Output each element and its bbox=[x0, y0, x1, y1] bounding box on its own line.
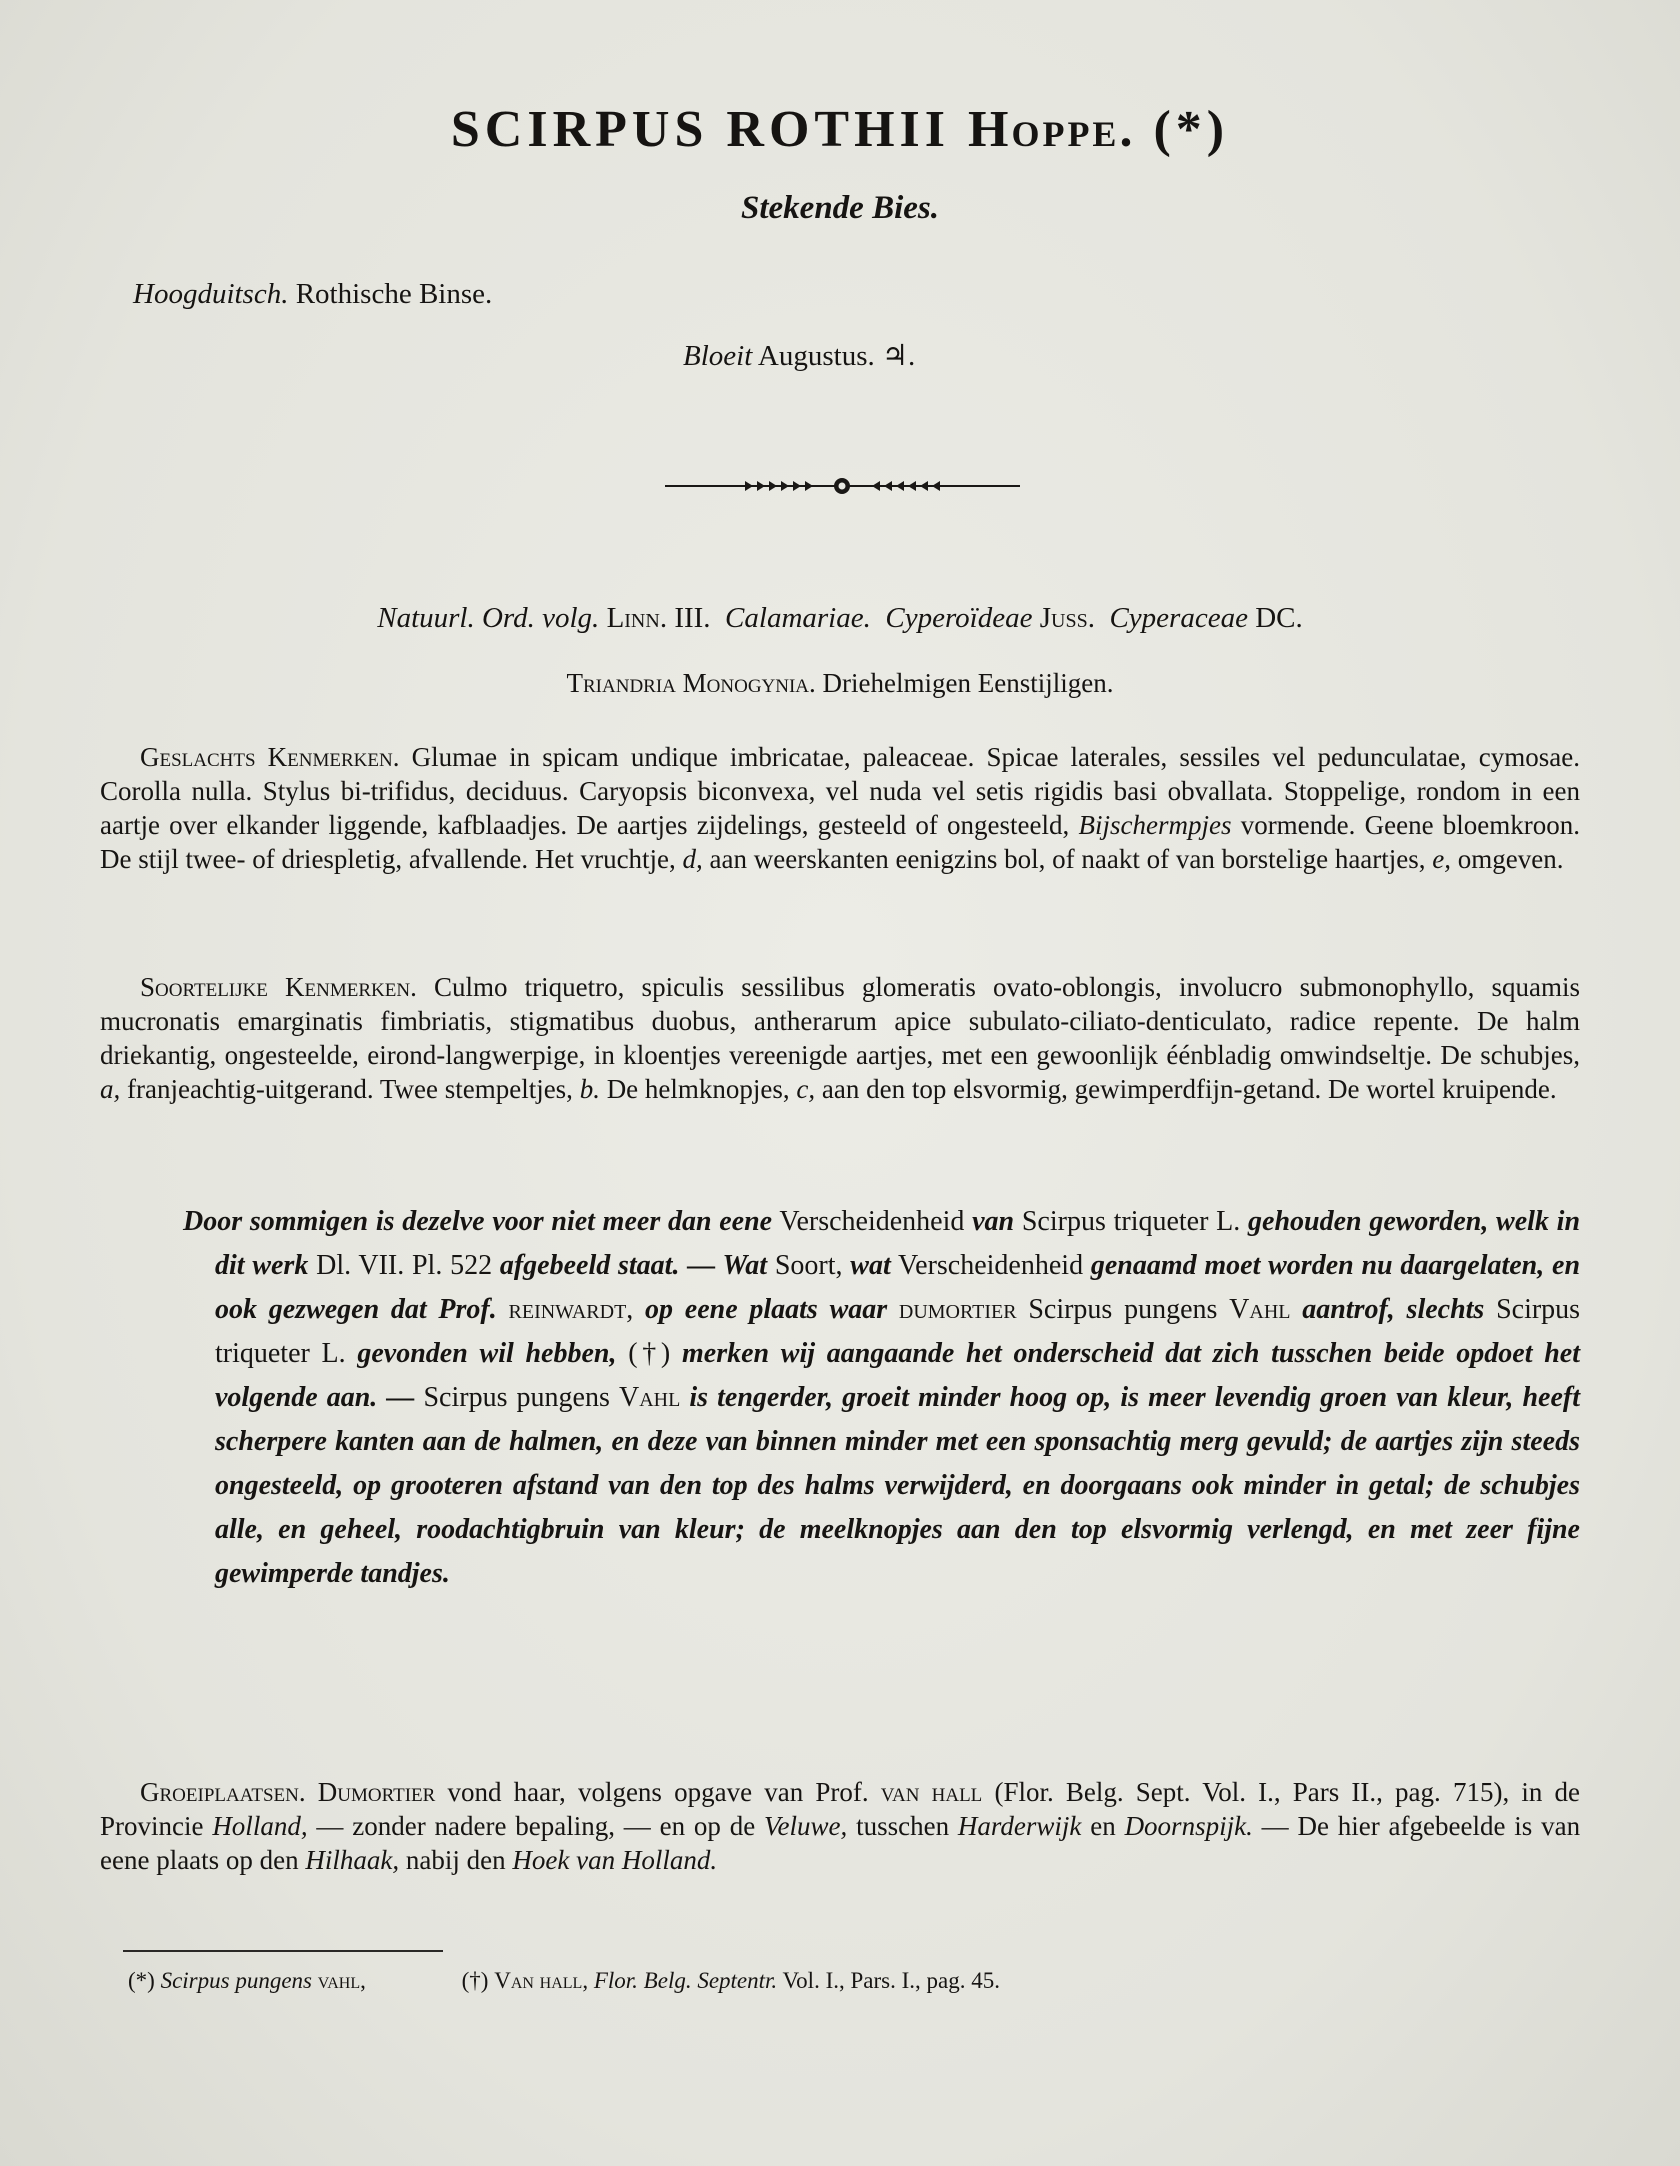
habitats-paragraph bbox=[100, 1775, 1580, 1877]
footnote-reference: (†) bbox=[628, 1338, 671, 1369]
habitat-place: Doornspijk. bbox=[1124, 1811, 1253, 1841]
figure-letter: c, bbox=[796, 1074, 816, 1104]
remark-roman: Scirpus pungens bbox=[1028, 1294, 1218, 1325]
title-species: SCIRPUS ROTHII bbox=[450, 101, 950, 158]
remark-roman: Vahl bbox=[1229, 1294, 1291, 1325]
footnote-1 bbox=[128, 1968, 372, 1993]
habitat-place: Veluwe, bbox=[764, 1811, 848, 1841]
remark-roman: Soort, bbox=[774, 1250, 843, 1281]
remark-text: gehouden geworden, welk in dit werk bbox=[215, 1206, 1581, 1281]
habitat-text: — De hier afgebeelde is van eene plaats op den bbox=[100, 1811, 1581, 1875]
genus-text: Glumae in spicam undique imbricatae, paleaceae. Spicae laterales, sessiles vel pedunculatae, cymosae. Corolla nulla. Stylus bi-trifidus, deciduus. Caryopsis biconvexa, vel nuda vel setis rigidis basi obvallata. Stoppelige, rondom in een aartje over elkander liggende, kafblaadjes. De aartjes zijdelings, gesteeld of ongesteeld, bbox=[100, 742, 1580, 840]
remark-text: Door sommigen is dezelve voor niet meer dan eene bbox=[183, 1206, 773, 1237]
habitat-text: — zonder nadere bepaling, — en op de bbox=[316, 1811, 756, 1841]
habitat-place: Harderwijk bbox=[957, 1811, 1082, 1841]
flowering-line bbox=[683, 338, 915, 373]
footnote-1-mark: (*) bbox=[128, 1968, 155, 1993]
remark-roman: dumortier bbox=[898, 1294, 1017, 1325]
remark-roman: Scirpus pungens bbox=[423, 1382, 610, 1413]
triandria-monogynia: Triandria Monogynia. bbox=[566, 668, 816, 698]
page-title bbox=[0, 100, 1680, 159]
habitat-text: tusschen bbox=[856, 1811, 950, 1841]
habitat-place: Holland, bbox=[212, 1811, 308, 1841]
figure-letter: d, bbox=[682, 844, 703, 874]
remark-text: is tengerder, groeit minder hoog op, is meer levendig groen van kleur, heeft scherpere kanten aan de halmen, en deze van binnen minder met een sponsachtig merg gevuld; de aartjes zijn steeds ongesteeld, op grooteren afstand van den top des halms verwijderd, en doorgaans ook minder in getal; de schubjes alle, en geheel, roodachtigbruin van kleur; de meelknopjes aan den top elsvormig verlengd, en met zeer fijne gewimperde tandjes. bbox=[215, 1382, 1581, 1589]
cyperaceae: Cyperaceae bbox=[1109, 602, 1248, 634]
footnote-1-name: Scirpus pungens bbox=[160, 1968, 312, 1993]
footnote-2 bbox=[462, 1968, 1000, 1993]
figure-letter: b. bbox=[579, 1074, 600, 1104]
species-text: aan den top elsvormig, gewimperdfijn-getand. De wortel kruipende. bbox=[821, 1074, 1557, 1104]
perennial-symbol: ♃. bbox=[882, 340, 916, 372]
remark-text: afgebeeld staat. — Wat bbox=[499, 1250, 768, 1281]
bloei-label: Bloeit bbox=[683, 340, 753, 372]
remarks-paragraph bbox=[183, 1200, 1581, 1596]
habitat-text: nabij den bbox=[405, 1845, 506, 1875]
remark-roman: Scirpus triqueter L. bbox=[1021, 1206, 1241, 1237]
german-label: Hoogduitsch. bbox=[133, 278, 289, 310]
habitats-label: Groeiplaatsen. bbox=[140, 1777, 306, 1807]
genus-text: aan weerskanten eenigzins bol, of naakt of van borstelige haartjes, bbox=[709, 844, 1426, 874]
genus-characters-label: Geslachts Kenmerken. bbox=[140, 742, 400, 772]
linnaeus-class: Linn. III. bbox=[606, 602, 711, 634]
habitat-text: en bbox=[1090, 1811, 1116, 1841]
cyperoideae: Cyperoïdeae bbox=[885, 602, 1033, 634]
habitat-roman: Dumortier bbox=[317, 1777, 436, 1807]
remark-text: wat bbox=[850, 1250, 891, 1281]
title-author: Hoppe. bbox=[968, 101, 1136, 158]
footnote-2-mark: (†) bbox=[461, 1968, 489, 1993]
bloei-month: Augustus. bbox=[757, 340, 875, 372]
genus-text: vormende. Geene bloemkroon. De stijl twee- of driespletig, afvallende. Het vruchtje, bbox=[100, 810, 1581, 874]
habitat-place: Hilhaak, bbox=[305, 1845, 400, 1875]
footnote-rule bbox=[123, 1950, 443, 1952]
remark-roman: Dl. VII. Pl. 522 bbox=[316, 1250, 493, 1281]
species-text: De helmknopjes, bbox=[606, 1074, 790, 1104]
dutch-name: Stekende Bies. bbox=[741, 190, 939, 226]
remark-roman: Verscheidenheid bbox=[779, 1206, 965, 1237]
footnote-1-author: vahl, bbox=[317, 1968, 366, 1993]
remark-text: van bbox=[972, 1206, 1015, 1237]
remark-roman: Scirpus triqueter L. bbox=[215, 1294, 1581, 1369]
remark-roman: Vahl bbox=[618, 1382, 681, 1413]
calamariae: Calamariae. bbox=[725, 602, 871, 634]
species-text: franjeachtig-uitgerand. Twee stempeltjes, bbox=[127, 1074, 573, 1104]
genus-term: Bijschermpjes bbox=[1078, 810, 1232, 840]
footnote-2-ref: Vol. I., Pars. I., pag. 45. bbox=[782, 1968, 1000, 1993]
german-name: Rothische Binse. bbox=[295, 278, 493, 310]
figure-letter: e, bbox=[1432, 844, 1452, 874]
remark-text: gevonden wil hebben, bbox=[357, 1338, 617, 1369]
remark-text: genaamd moet worden nu daargelaten, en ook gezwegen dat Prof. bbox=[215, 1250, 1581, 1325]
species-characters bbox=[100, 970, 1580, 1106]
remark-roman: reinwardt, bbox=[508, 1294, 634, 1325]
figure-letter: a, bbox=[100, 1074, 121, 1104]
habitat-text: vond haar, volgens opgave van Prof. bbox=[447, 1777, 869, 1807]
de-candolle: DC. bbox=[1255, 602, 1303, 634]
habitat-roman: van hall bbox=[880, 1777, 983, 1807]
ornament-divider bbox=[665, 474, 1020, 498]
remark-roman: Verscheidenheid bbox=[898, 1250, 1084, 1281]
habitat-text: (Flor. Belg. Sept. Vol. I., Pars II., pag. 715), in de Provincie bbox=[100, 1777, 1580, 1841]
species-characters-label: Soortelijke Kenmerken. bbox=[140, 972, 417, 1002]
triandria-dutch: Driehelmigen Eenstijligen. bbox=[822, 668, 1114, 698]
remark-text: merken wij aangaande het onderscheid dat zich tusschen beide opdoet het volgende aan. — bbox=[215, 1338, 1581, 1413]
natural-order-line bbox=[0, 602, 1680, 635]
remark-text: op eene plaats waar bbox=[645, 1294, 888, 1325]
title-footnote-mark: (*) bbox=[1153, 101, 1230, 158]
footnote-2-author: Van hall, bbox=[494, 1968, 589, 1993]
habitat-place: Hoek van Holland. bbox=[512, 1845, 718, 1875]
linnaean-system-line bbox=[0, 668, 1680, 699]
jussieu: Juss. bbox=[1039, 602, 1095, 634]
german-name-line bbox=[133, 278, 492, 311]
genus-text: omgeven. bbox=[1457, 844, 1564, 874]
footnotes bbox=[128, 1968, 1578, 1994]
natural-order-label: Natuurl. Ord. volg. bbox=[377, 602, 600, 634]
species-text: Culmo triquetro, spiculis sessilibus glomeratis ovato-oblongis, involucro submonophyllo, squamis mucronatis emarginatis fimbriatis, stigmatibus duobus, antherarum apice subulato-ciliato-denticulato, radice repente. De halm driekantig, ongesteelde, eirond-langwerpige, in kloentjes vereenigde aartjes, met een gewoonlijk éénbladig omwindseltje. De schubjes, bbox=[100, 972, 1581, 1070]
remark-text: aantrof, slechts bbox=[1302, 1294, 1485, 1325]
genus-characters bbox=[100, 740, 1580, 876]
footnote-2-work: Flor. Belg. Septentr. bbox=[593, 1968, 778, 1993]
